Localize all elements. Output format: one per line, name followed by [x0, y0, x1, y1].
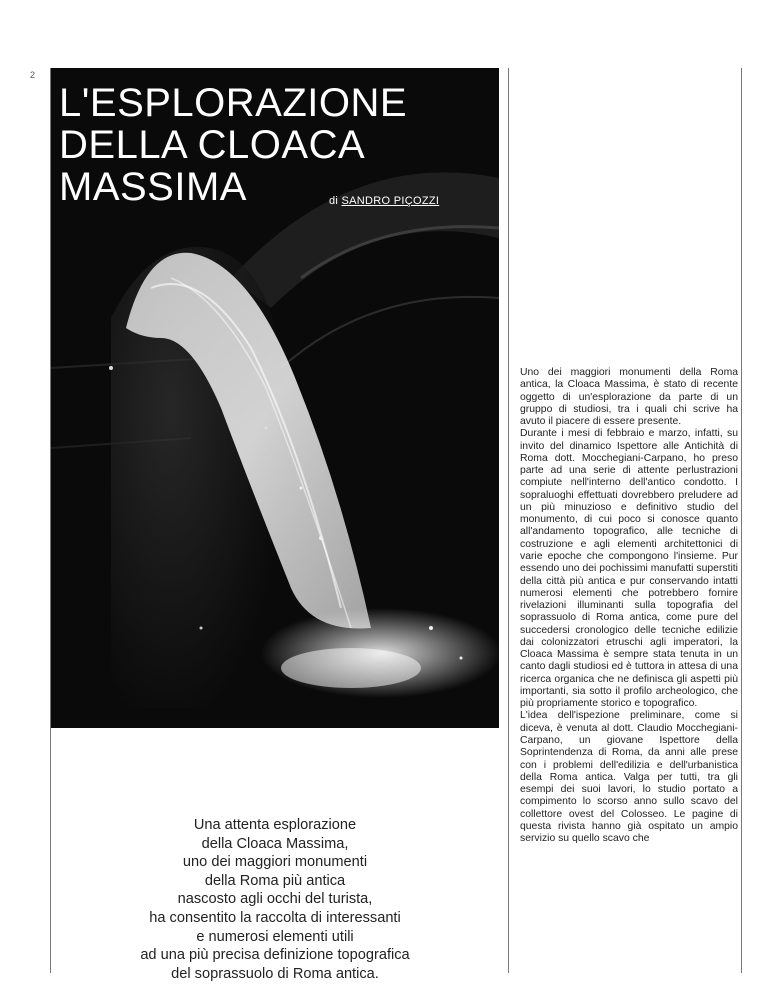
article-body	[520, 367, 738, 845]
column-rule-middle	[508, 68, 509, 973]
summary-line: Una attenta esplorazione	[193, 817, 357, 833]
summary-line: del soprassuolo di Roma antica.	[171, 965, 379, 982]
summary-line: ha consentito la raccolta di interessanti	[149, 909, 401, 926]
body-paragraph: Durante i mesi di febbraio e marzo, infatti, su invito del dinamico Ispettore alle Antichità di Roma dott. Mocchegiani-Carpano, ho preso parte ad una serie di attente perlustrazioni compiute nell'interno dell'antico condotto. I sopraluoghi effettuati dovrebbero preludere ad un più minuzioso e definitivo studio del monumento, di cui poco si conosce quanto all'andamento topografico, alle tecniche di costruzione e agli elementi architettonici di varie epoche che compongono l'insieme. Pur essendo uno dei pochissimi manufatti superstiti della città più antica e pur conservando intatti numerosi elementi che potrebbero fornire rivelazioni illuminanti sulla topografia del soprassuolo di Roma antica, come pure del succedersi cronologico delle tecniche edilizie dai colonizzatori etruschi agli imperatori, la Cloaca Massima è sempre stata tenuta in un canto dagli studiosi ed è tuttora in attesa di una ricerca organica che ne definisca gli aspetti più importanti, sia sotto il profilo archeologico, che più propriamente storico e topografico.	[520, 428, 738, 710]
summary-line: nascosto agli occhi del turista,	[177, 891, 373, 908]
byline	[329, 195, 439, 207]
page-number: 2	[30, 70, 36, 80]
author-name: SANDRO PIÇOZZI	[341, 195, 440, 207]
summary-line: della Roma più antica	[204, 872, 346, 889]
waterfall-photo	[51, 68, 499, 728]
byline-prefix: di	[329, 195, 339, 207]
summary-line: uno dei maggiori monumenti	[182, 854, 368, 871]
body-paragraph: L'idea dell'ispezione preliminare, come si diceva, è venuta al dott. Claudio Mocchegiani-Carpano, un giovane Ispettore della Soprintendenza di Roma, da anni alle prese con i problemi dell'edilizia e dell'urbanistica della Roma antica. Valga per tutti, tra gli esempi dei suoi lavori, lo studio portato a compimento lo scorso anno sullo scavo del collettore ovest del Colosseo. Le pagine di questa rivista hanno già ospitato un ampio servizio su quello scavo che	[520, 710, 738, 845]
summary-line: ad una più precisa definizione topografica	[140, 947, 410, 964]
article-title: L'ESPLORAZIONE DELLA CLOACA MASSIMA	[59, 81, 408, 209]
article-summary	[60, 816, 490, 983]
body-paragraph: Uno dei maggiori monumenti della Roma antica, la Cloaca Massima, è stato di recente oggetto di un'esplorazione da parte di un gruppo di studiosi, tra i quali chi scrive ha avuto il piacere di essere presente.	[520, 367, 738, 428]
summary-line: della Cloaca Massima,	[201, 835, 349, 852]
column-rule-right	[741, 68, 742, 973]
summary-line: e numerosi elementi utili	[196, 928, 354, 945]
